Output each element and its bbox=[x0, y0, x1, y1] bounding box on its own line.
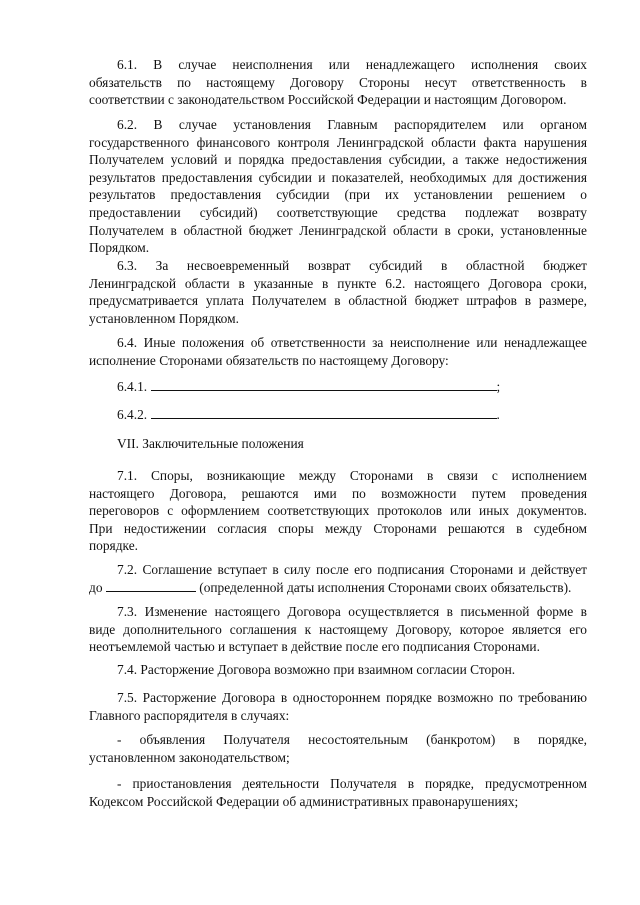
text-line: соответствии с законодательством Российской Федерации и настоящим Договором. bbox=[89, 92, 567, 108]
text-line: Кодексом Российской Федерации об административных правонарушениях; bbox=[89, 793, 519, 809]
text-line: 6.1. В случае неисполнения или ненадлежащего исполнения своих bbox=[117, 57, 587, 72]
clause-7-5 bbox=[89, 689, 587, 724]
text-line: неотъемлемой частью и вступает в действие после его подписания Сторонами. bbox=[89, 639, 540, 655]
item-label: 6.4.2. bbox=[117, 407, 148, 422]
date-suffix: (определенной даты исполнения Сторонами своих обязательств). bbox=[199, 579, 572, 595]
text-line: - объявления Получателя несостоятельным (банкротом) в порядке, bbox=[117, 732, 587, 747]
text-line: 7.4. Расторжение Договора возможно при взаимном согласии Сторон. bbox=[117, 662, 516, 677]
text-line: 7.5. Расторжение Договора в одностороннем порядке возможно по требованию bbox=[117, 690, 587, 705]
text-line: настоящего Договора, решаются ими по возможности путем проведения bbox=[89, 485, 587, 501]
clause-6-4-1 bbox=[117, 378, 500, 396]
text-line: установленном законодательством; bbox=[89, 749, 290, 765]
text-line: обязательств по настоящему Договору Стороны несут ответственность в bbox=[89, 74, 587, 90]
text-line: 6.2. В случае установления Главным распорядителем или органом bbox=[117, 117, 587, 132]
text-line: предусматривается уплата Получателем в областной бюджет штрафов в размере, bbox=[89, 293, 587, 309]
bullet-bankruptcy bbox=[89, 731, 587, 766]
text-line: - приостановления деятельности Получателя в порядке, предусмотренном bbox=[117, 776, 587, 791]
clause-6-3 bbox=[89, 257, 587, 327]
text-line: государственного финансового контроля Ленинградской области факта нарушения bbox=[89, 134, 587, 150]
text-line: установленном Порядком. bbox=[89, 310, 239, 326]
date-prefix: до bbox=[89, 579, 103, 595]
blank-line bbox=[151, 406, 497, 419]
text-line: Получателем в областной бюджет Ленинградской области в сроки, установленные bbox=[89, 222, 587, 238]
section-heading: VII. Заключительные положения bbox=[117, 436, 304, 451]
text-line: Главного распорядителя в случаях: bbox=[89, 707, 290, 723]
blank-line bbox=[151, 378, 497, 391]
date-blank bbox=[106, 579, 196, 592]
item-end: ; bbox=[496, 379, 501, 394]
text-line: порядке. bbox=[89, 538, 138, 554]
clause-6-2 bbox=[89, 116, 587, 257]
text-line: При недостижении согласия споры между Сторонами решаются в судебном bbox=[89, 520, 587, 536]
item-end: . bbox=[496, 407, 500, 422]
text-line: 6.3. За несвоевременный возврат субсидий в областной бюджет bbox=[117, 258, 587, 273]
text-line: 7.3. Изменение настоящего Договора осуществляется в письменной форме в bbox=[117, 604, 587, 619]
item-label: 6.4.1. bbox=[117, 379, 148, 394]
text-line: предоставлении субсидий) соответствующие средства подлежат возврату bbox=[89, 204, 587, 220]
clause-6-4-2 bbox=[117, 406, 500, 424]
text-line: 6.4. Иные положения об ответственности за неисполнение или ненадлежащее bbox=[117, 335, 587, 350]
text-line: результатов предоставления субсидии и показателей, необходимых для достижения bbox=[89, 169, 587, 185]
clause-7-1 bbox=[89, 467, 587, 555]
text-line: Получателем условий и порядка предоставления субсидии, а также недостижения bbox=[89, 152, 587, 168]
text-line: переговоров с оформлением соответствующих протоколов или иных документов. bbox=[89, 503, 587, 519]
text-line: виде дополнительного соглашения к настоящему Договору, которое является его bbox=[89, 621, 587, 637]
text-line: Ленинградской области в указанные в пункте 6.2. настоящего Договора сроки, bbox=[89, 275, 587, 291]
text-line: результатов предоставления субсидии (при их установлении решением о bbox=[89, 187, 587, 203]
text-line: исполнение Сторонами обязательств по настоящему Договору: bbox=[89, 352, 449, 368]
clause-6-4 bbox=[89, 334, 587, 369]
text-line: 7.2. Соглашение вступает в силу после его подписания Сторонами и действует bbox=[117, 562, 587, 577]
clause-6-1 bbox=[89, 56, 587, 109]
clause-7-2 bbox=[89, 561, 587, 596]
text-line bbox=[89, 579, 587, 597]
clause-7-3 bbox=[89, 603, 587, 656]
bullet-suspension bbox=[89, 775, 587, 810]
clause-7-4 bbox=[89, 661, 587, 679]
text-line: Порядком. bbox=[89, 240, 150, 256]
text-line: 7.1. Споры, возникающие между Сторонами в связи с исполнением bbox=[117, 468, 587, 483]
